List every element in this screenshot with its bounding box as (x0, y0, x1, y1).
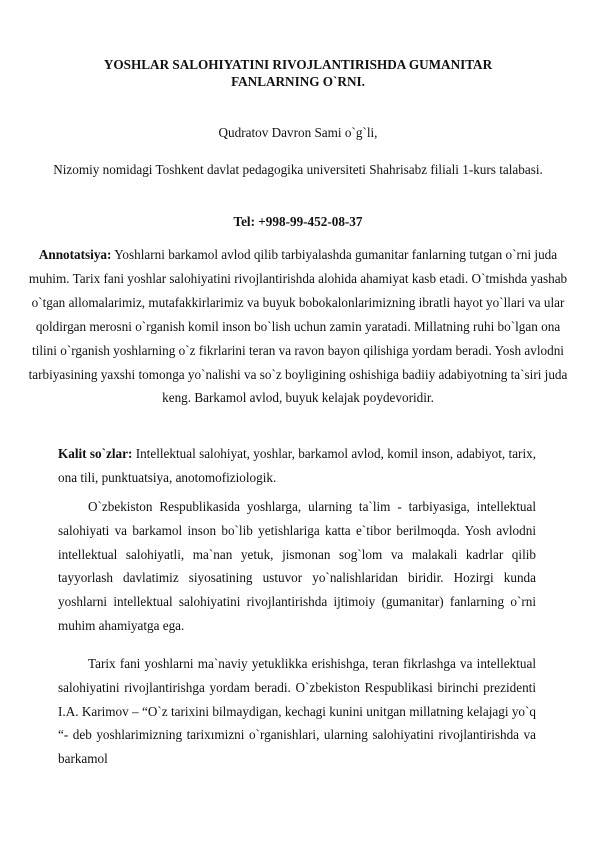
author-telephone: Tel: +998-99-452-08-37 (233, 214, 363, 229)
body-paragraph-1: O`zbekiston Respublikasida yoshlarga, ularning ta`lim - tarbiyasiga, intellektual salohiyati va barkamol inson bo`lib yetishlariga katta e`tibor berilmoqda. Yosh avlodni intellektual salohiyatli, ma`nan yetuk, jismonan sog`lom va malakali kadrlar qilib tayyorlash davlatimiz siyosatining ustuvor yo`nalishlaridan biridir. Hozirgi kunda yoshlarni intellektual salohiyatini rivojlantirishda ijtimoiy (gumanitar) fanlarning o`rni muhim ahamiyatga ega. (58, 499, 536, 633)
annotation-paragraph (24, 243, 572, 410)
annotation-label: Annotatsiya: (38, 247, 112, 262)
keywords-label: Kalit so`zlar: (58, 446, 133, 461)
keywords-paragraph (58, 442, 536, 490)
body-paragraph-2: Tarix fani yoshlarni ma`naviy yetuklikka erishishga, teran fikrlashga va intellektual salohiyatini rivojlantirishga yordam beradi. O`zbekiston Respublikasi birinchi prezidenti I.A. Karimov – “O`z tarixini bilmaydigan, kechagi kunini unitgan millatning kelajagi yo`q “- deb yoshlarimizning tarixımizni o`rganishlari, ularning salohiyatini rivojlantirishda va barkamol (58, 656, 536, 767)
document-title: YOSHLAR SALOHIYATINI RIVOJLANTIRISHDA GUMANITAR FANLARNING O`RNI. (103, 57, 493, 89)
keywords-text: Intellektual salohiyat, yoshlar, barkamol avlod, komil inson, adabiyot, tarix, ona tili, punktuatsiya, anotomofiziologik. (58, 446, 537, 485)
annotation-text: Yoshlarni barkamol avlod qilib tarbiyalashda gumanitar fanlarning tutgan o`rni juda muhim. Tarix fani yoshlar salohiyatini rivojlantirishda alohida ahamiyat kasb etadi. O`tmishda yashab o`tgan allomalarimiz, mutafakkirlarimiz va buyuk bobokalonlarimizning ibratli hayot yo`llari va ular qoldirgan merosni o`rganish komil inson bo`lish uchun zamin yaratadi. Millatning ruhi bo`lgan ona tilini o`rganish yoshlarning o`z fikrlarini teran va ravon bayon qilishiga yordam beradi. Yosh avlodni tarbiyasining yaxshi tomonga yo`nalishi va so`z boyligining oshishiga badiiy adabiyotning ta`siri juda keng. Barkamol avlod, buyuk kelajak poydevoridir. (28, 247, 568, 406)
author-name: Qudratov Davron Sami o`g`li, (218, 125, 378, 140)
author-affiliation: Nizomiy nomidagi Toshkent davlat pedagogika universiteti Shahrisabz filiali 1-kurs talabasi. (53, 162, 543, 177)
